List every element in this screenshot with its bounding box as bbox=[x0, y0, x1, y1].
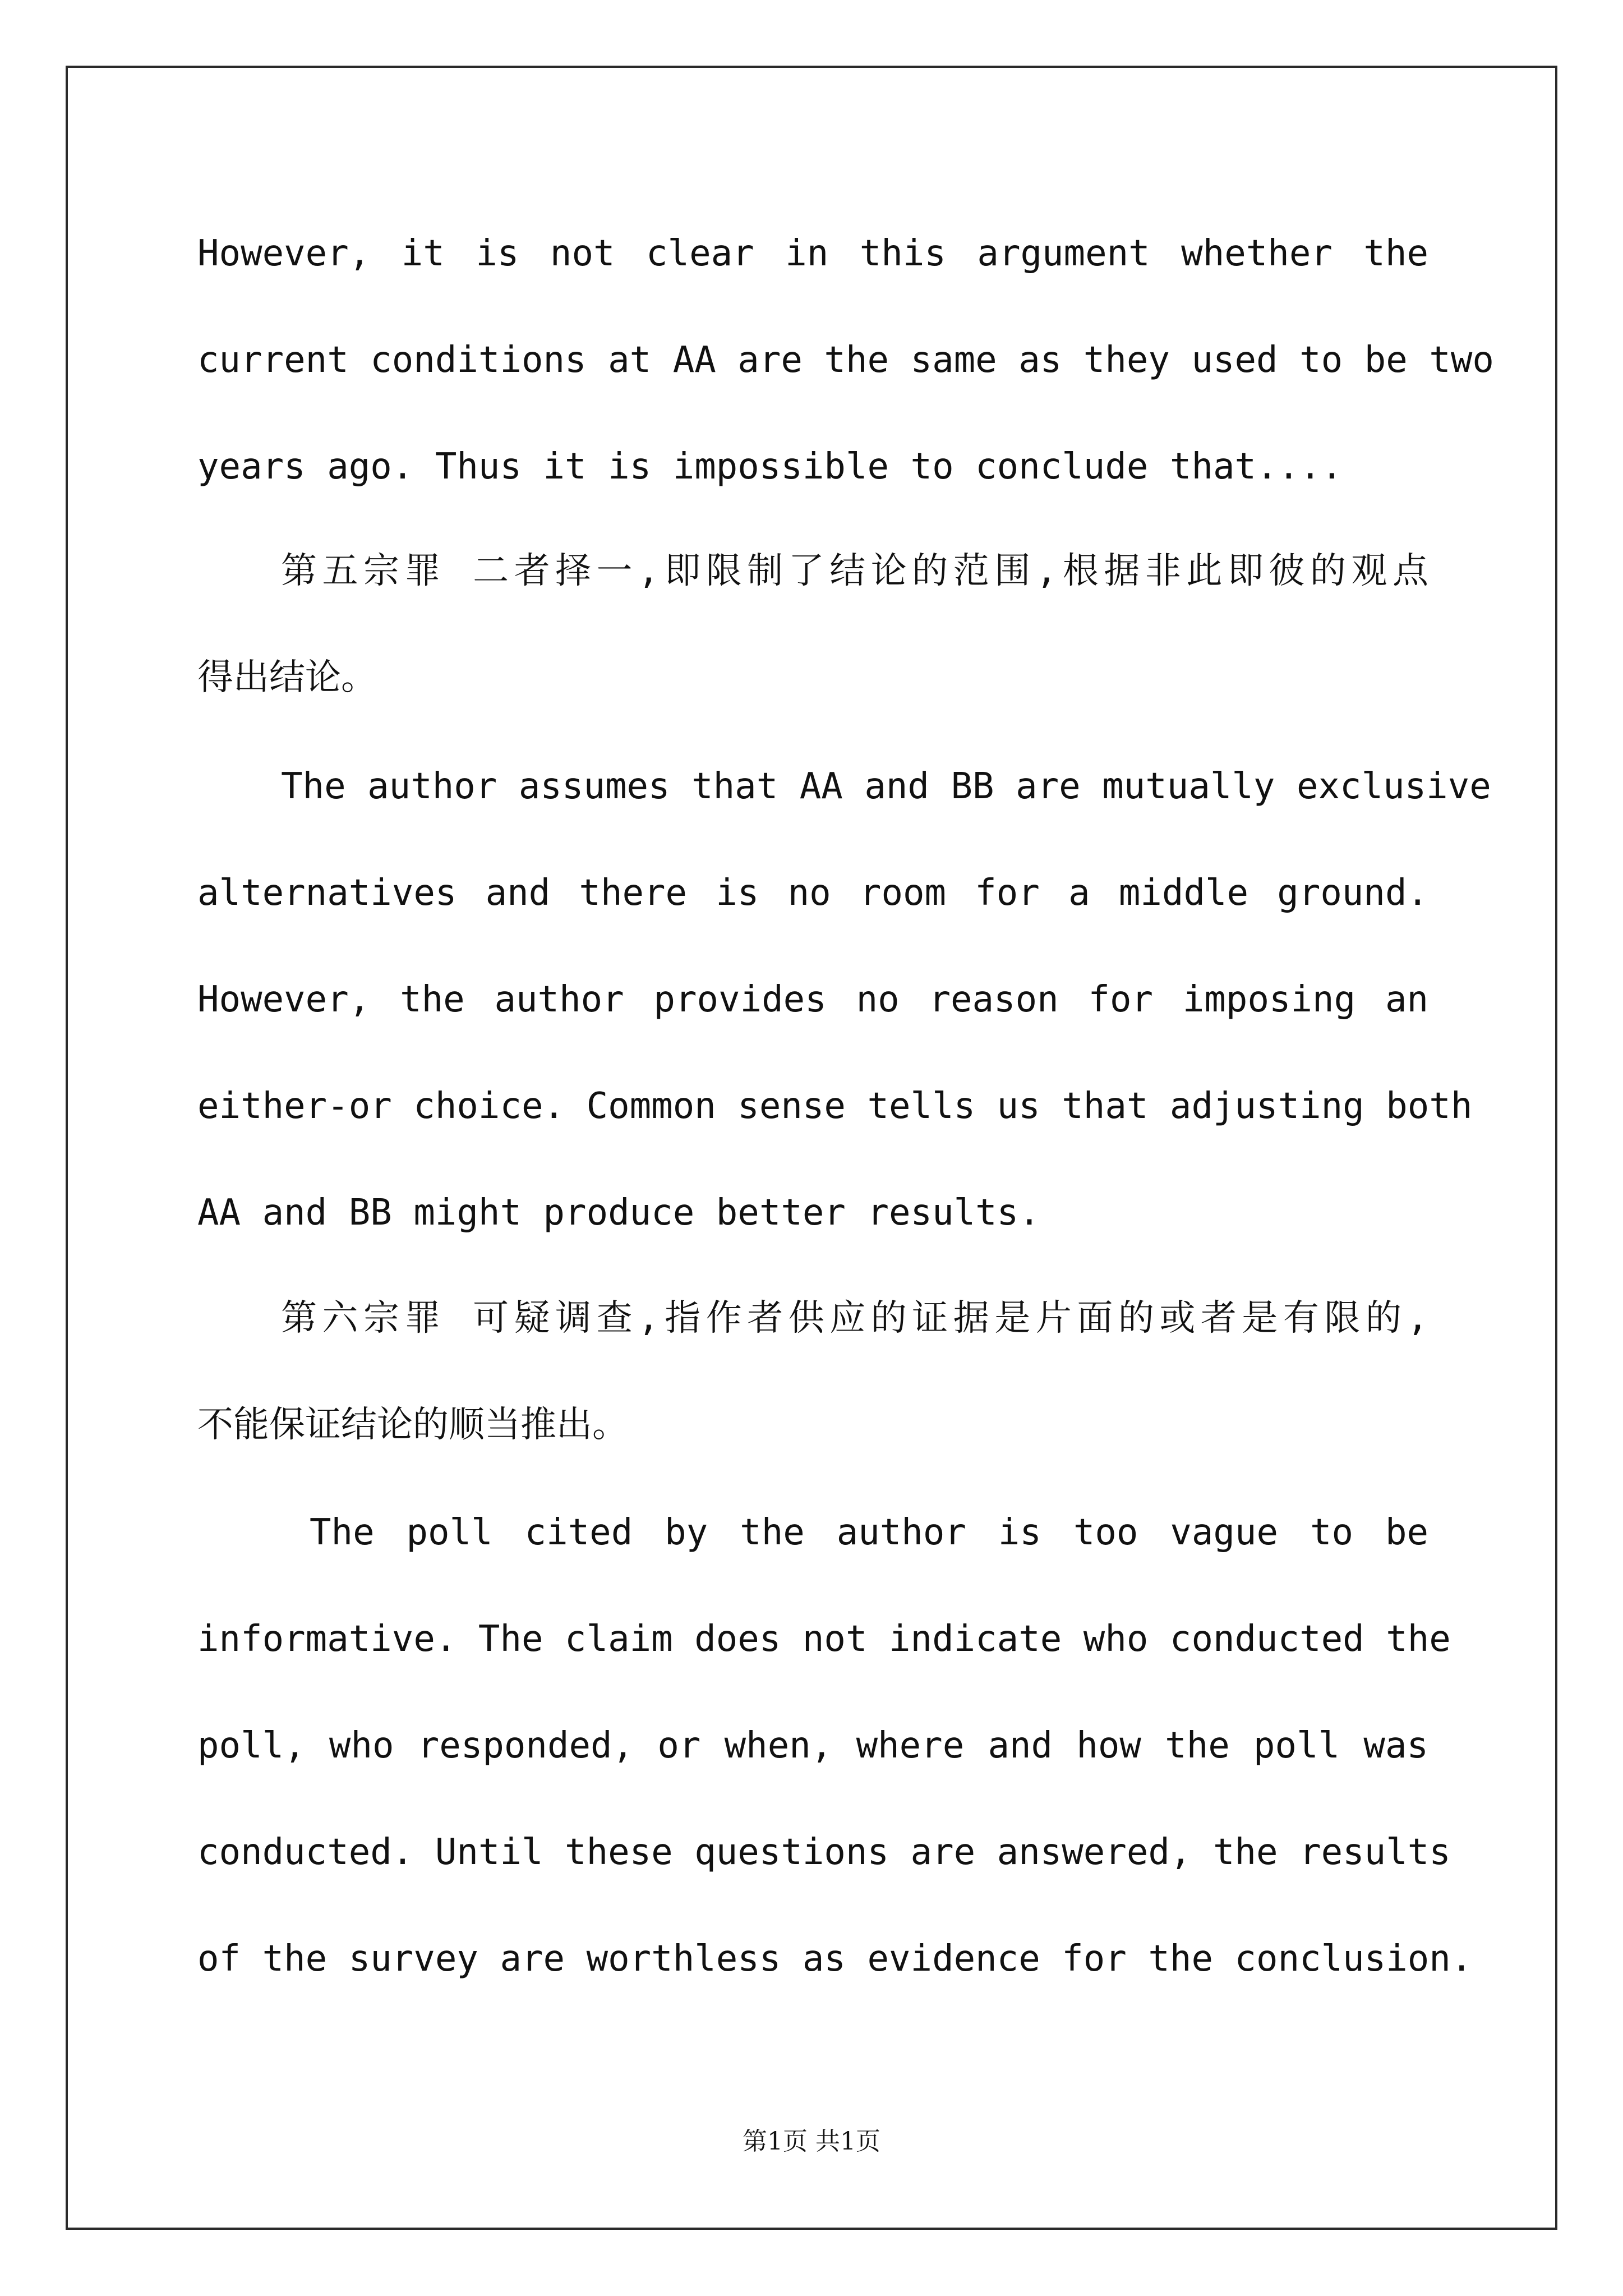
heading-line: 第五宗罪 二者择一,即限制了结论的范围,根据非此即彼的观点 bbox=[281, 550, 1428, 592]
paragraph-line: 得出结论。 bbox=[197, 657, 377, 698]
heading-line: 第六宗罪 可疑调查,指作者供应的证据是片面的或者是有限的, bbox=[281, 1297, 1428, 1339]
paragraph-line: of the survey are worthless as evidence for the conclusion. bbox=[197, 1938, 1473, 1980]
page-border bbox=[66, 66, 1557, 2230]
paragraph-line: conducted. Until these questions are answered, the results bbox=[197, 1832, 1451, 1873]
paragraph-line: However, it is not clear in this argument whether the bbox=[197, 233, 1428, 274]
paragraph-line: 不能保证结论的顺当推出。 bbox=[197, 1404, 628, 1446]
paragraph-line: The poll cited by the author is too vague to be bbox=[310, 1512, 1428, 1553]
page-footer: 第1页 共1页 bbox=[743, 2127, 880, 2156]
paragraph-line: years ago. Thus it is impossible to conclude that.... bbox=[197, 446, 1343, 487]
paragraph-line: However, the author provides no reason for imposing an bbox=[197, 979, 1428, 1020]
paragraph-line: poll, who responded, or when, where and how the poll was bbox=[197, 1725, 1428, 1766]
paragraph-line: informative. The claim does not indicate who conducted the bbox=[197, 1618, 1451, 1660]
paragraph-line: alternatives and there is no room for a middle ground. bbox=[197, 872, 1428, 914]
paragraph-line: either-or choice. Common sense tells us that adjusting both bbox=[197, 1085, 1473, 1127]
paragraph-line: The author assumes that AA and BB are mutually exclusive bbox=[281, 766, 1491, 807]
paragraph-line: AA and BB might produce better results. bbox=[197, 1192, 1040, 1234]
paragraph-line: current conditions at AA are the same as they used to be two bbox=[197, 339, 1494, 381]
